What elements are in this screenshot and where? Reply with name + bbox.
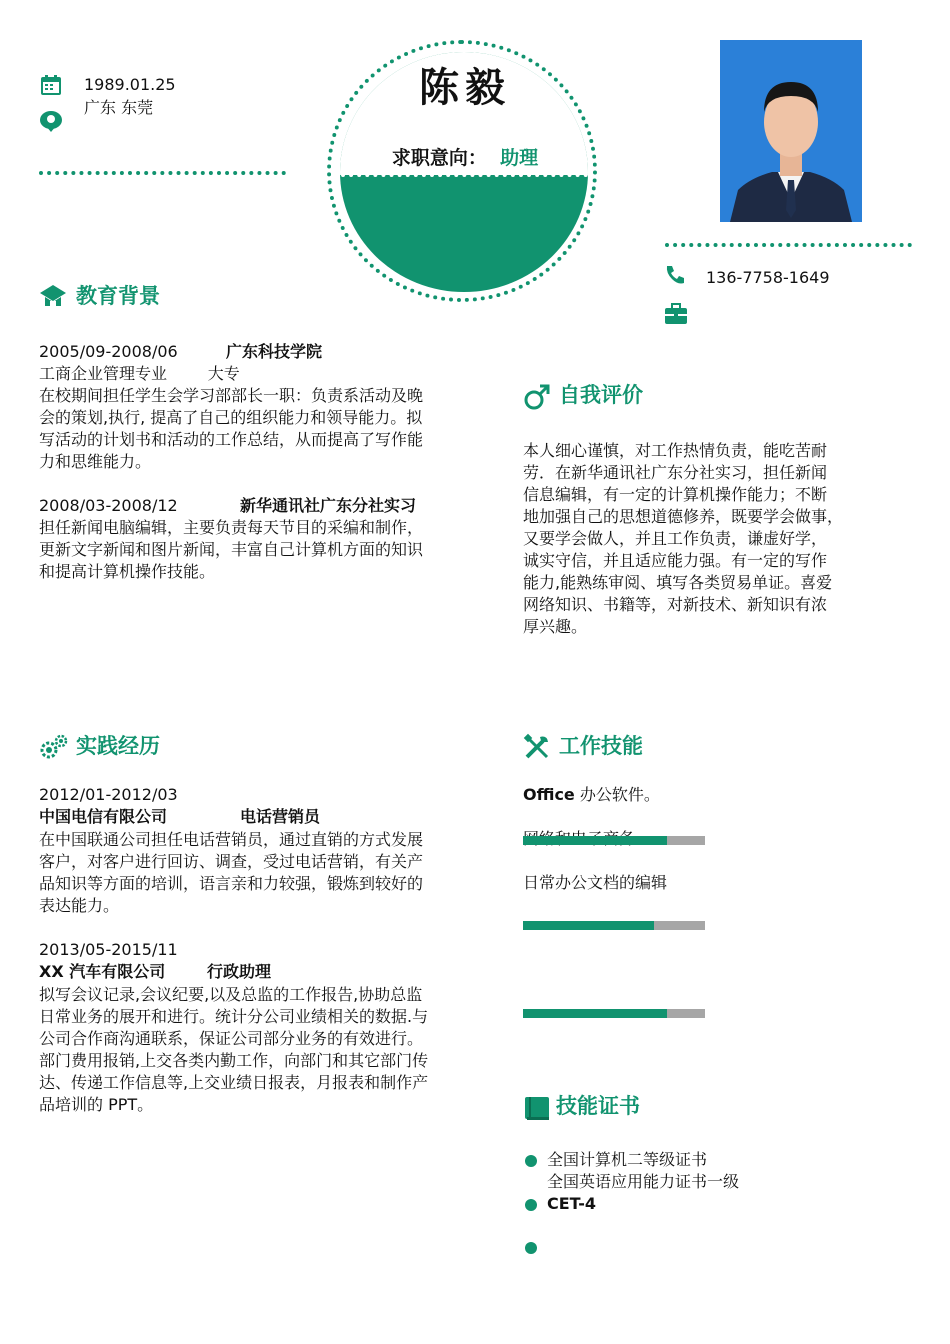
edu-date-2: 2008/03-2008/12 bbox=[39, 496, 178, 515]
divider-top-right bbox=[665, 243, 912, 247]
phone-icon bbox=[664, 264, 686, 290]
practice-date-2: 2013/05-2015/11 bbox=[39, 940, 178, 959]
cert-item-2: 全国英语应用能力证书一级 bbox=[547, 1172, 740, 1191]
edu-org-2: 新华通讯社广东分社实习 bbox=[240, 496, 417, 515]
education-title: 教育背景 bbox=[76, 284, 160, 308]
practice-org-1: 中国电信有限公司 bbox=[39, 807, 168, 826]
location-icon bbox=[39, 108, 63, 136]
birth-date: 1989.01.25 bbox=[84, 75, 176, 94]
job-intent-value: 助理 bbox=[500, 147, 539, 169]
divider-top-left bbox=[39, 171, 286, 175]
cert-item-1: 全国计算机二等级证书 bbox=[547, 1150, 708, 1169]
circle-divider bbox=[341, 173, 588, 177]
tools-icon bbox=[523, 733, 551, 765]
practice-date-1: 2012/01-2012/03 bbox=[39, 785, 178, 804]
cert-bullet-2 bbox=[525, 1199, 537, 1211]
skill-bar-3 bbox=[523, 1009, 705, 1018]
cert-bullet-1 bbox=[525, 1155, 537, 1167]
practice-role-1: 电话营销员 bbox=[240, 807, 321, 826]
edu-major-1: 工商企业管理专业 大专 bbox=[39, 364, 240, 383]
skill-bar-1 bbox=[523, 836, 705, 845]
candidate-name: 陈毅 bbox=[419, 65, 511, 111]
calendar-icon bbox=[39, 73, 63, 101]
edu-date-1: 2005/09-2008/06 bbox=[39, 342, 178, 361]
practice-title: 实践经历 bbox=[76, 734, 160, 758]
male-symbol-icon bbox=[523, 383, 551, 415]
location-text: 广东 东莞 bbox=[84, 98, 154, 117]
cert-item-3: CET-4 bbox=[547, 1194, 597, 1213]
edu-desc-2: 担任新闻电脑编辑，主要负责每天节目的采编和制作， 更新文字新闻和图片新闻，丰富自己计算机方面的知识 和提高计算机操作技能。 bbox=[39, 518, 424, 581]
skill-bar-2 bbox=[523, 921, 705, 930]
phone-number: 136-7758-1649 bbox=[706, 268, 830, 287]
practice-desc-1: 在中国联通公司担任电话营销员，通过直销的方式发展 客户，对客户进行回访、调查，受过电话营销，有关产 品知识等方面的培训，语言亲和力较强，锻炼到较好的 表达能力。 bbox=[39, 830, 424, 915]
graduation-cap-icon bbox=[39, 284, 67, 312]
self-eval-text: 本人细心谨慎，对工作热情负责，能吃苦耐 劳．在新华通讯社广东分社实习，担任新闻 信息编辑，有一定的计算机操作能力；不断 地加强自己的思想道德修养，既要学会做事， 又要学会做人，并且工作负责，谦虚好学， 诚实守信，并且适应能力强。有一定的写作 能力,能熟练审阅、填写各类贸易单证。喜爱 网络知识、书籍等，对新技术、新知识有浓 厚兴趣。 bbox=[523, 441, 844, 636]
self-eval-title: 自我评价 bbox=[559, 383, 643, 407]
certs-title: 技能证书 bbox=[556, 1094, 640, 1118]
practice-org-2: XX 汽车有限公司 bbox=[39, 962, 166, 981]
gears-icon bbox=[39, 734, 69, 764]
practice-role-2: 行政助理 bbox=[207, 962, 272, 981]
cert-bullet-3 bbox=[525, 1242, 537, 1254]
practice-desc-2: 拟写会议记录,会议纪要,以及总监的工作报告,协助总监 日常业务的展开和进行。统计分公司业绩相关的数据.与 公司合作商沟通联系，保证公司部分业务的有效进行。 部门费用报销,上交各类内勤工作，向部门和其它部门传 达、传递工作信息等,上交业绩日报表，月报表和制作产 品培训的 PPT。 bbox=[39, 985, 429, 1114]
skill-label-2: 日常办公文档的编辑 bbox=[523, 873, 668, 892]
job-intent-label: 求职意向： bbox=[391, 147, 487, 169]
skills-title: 工作技能 bbox=[559, 734, 643, 758]
briefcase-icon bbox=[664, 303, 688, 329]
skill-office: Office 办公软件。 bbox=[523, 785, 660, 804]
edu-org-1: 广东科技学院 bbox=[226, 342, 323, 361]
book-icon bbox=[523, 1094, 551, 1126]
job-intent bbox=[340, 144, 590, 172]
profile-photo bbox=[720, 40, 862, 222]
edu-desc-1: 在校期间担任学生会学习部部长一职：负责系活动及晚 会的策划,执行, 提高了自己的组织能力和领导能力。拟 写活动的计划书和活动的工作总结，从而提高了写作能 力和思维能力。 bbox=[39, 386, 424, 471]
